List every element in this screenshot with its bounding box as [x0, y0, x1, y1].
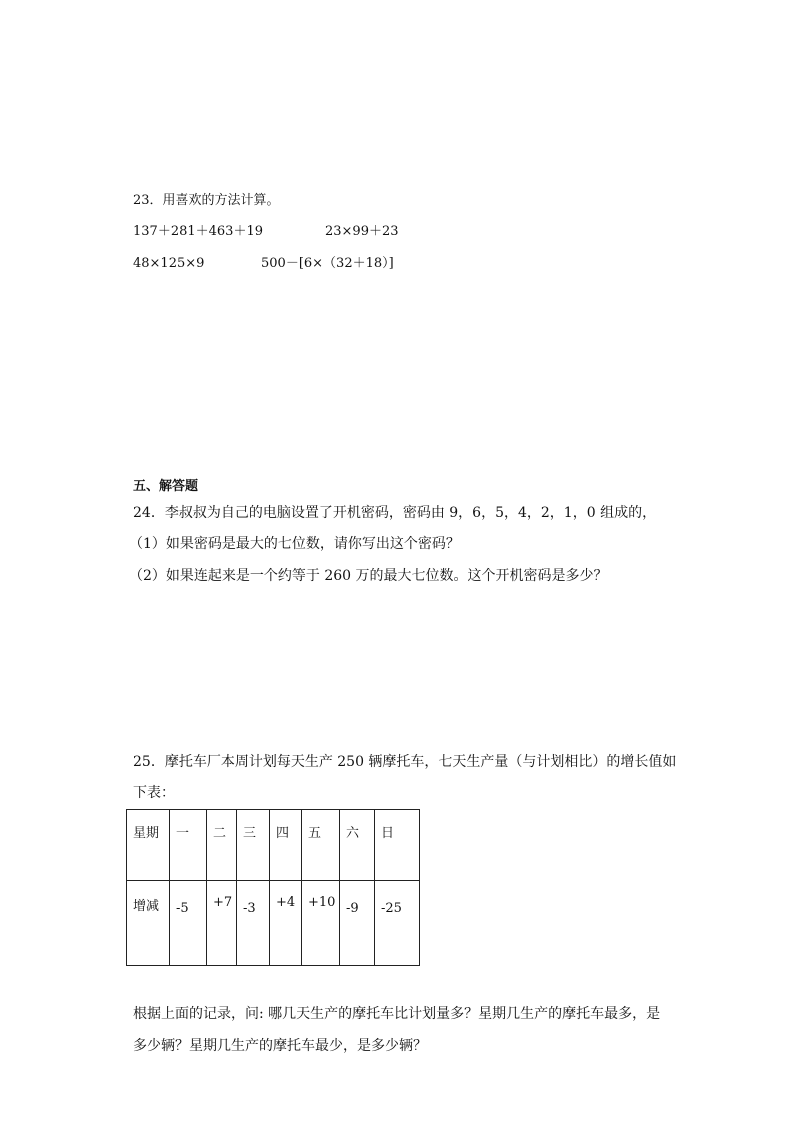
table-cell: 六: [340, 810, 375, 881]
q23-expression-2: 23×99＋23: [325, 224, 399, 239]
table-cell: -9: [340, 881, 375, 966]
table-cell: 二: [207, 810, 237, 881]
q23-expression-3: 48×125×9: [133, 256, 205, 271]
table-cell: 三: [237, 810, 270, 881]
q25-statement-cont: 下表：: [133, 785, 175, 801]
table-cell: +7: [207, 881, 237, 966]
table-cell: 星期: [127, 810, 170, 881]
table-cell: 日: [375, 810, 420, 881]
q24-part-1: （1）如果密码是最大的七位数，请你写出这个密码？: [129, 536, 460, 552]
q25-statement: 25．摩托车厂本周计划每天生产 250 辆摩托车，七天生产量（与计划相比）的增长值如: [133, 754, 677, 770]
table-cell: 四: [270, 810, 302, 881]
table-cell: 增减: [127, 881, 170, 966]
table-cell: -25: [375, 881, 420, 966]
section-heading: 五、解答题: [133, 479, 199, 494]
q23-title: 23．用喜欢的方法计算。: [133, 193, 280, 208]
q24-statement: 24．李叔叔为自己的电脑设置了开机密码，密码由 9，6，5，4，2，1，0 组成的，: [133, 505, 657, 521]
table-cell: -3: [237, 881, 270, 966]
q25-question-cont: 多少辆？星期几生产的摩托车最少，是多少辆？: [133, 1038, 427, 1054]
table-cell: +4: [270, 881, 302, 966]
table-data-row: [127, 881, 420, 966]
table-cell: +10: [302, 881, 340, 966]
production-table: [126, 809, 420, 966]
q24-part-2: （2）如果连起来是一个约等于 260 万的最大七位数。这个开机密码是多少？: [129, 568, 608, 584]
table-header-row: [127, 810, 420, 881]
q25-question: 根据上面的记录，问: 哪几天生产的摩托车比计划量多？星期几生产的摩托车最多，是: [133, 1006, 661, 1022]
table-cell: 五: [302, 810, 340, 881]
table-cell: -5: [170, 881, 207, 966]
q23-expression-4: 500－[6×（32＋18）]: [261, 256, 394, 271]
table-cell: 一: [170, 810, 207, 881]
q23-expression-1: 137＋281＋463＋19: [133, 224, 263, 239]
